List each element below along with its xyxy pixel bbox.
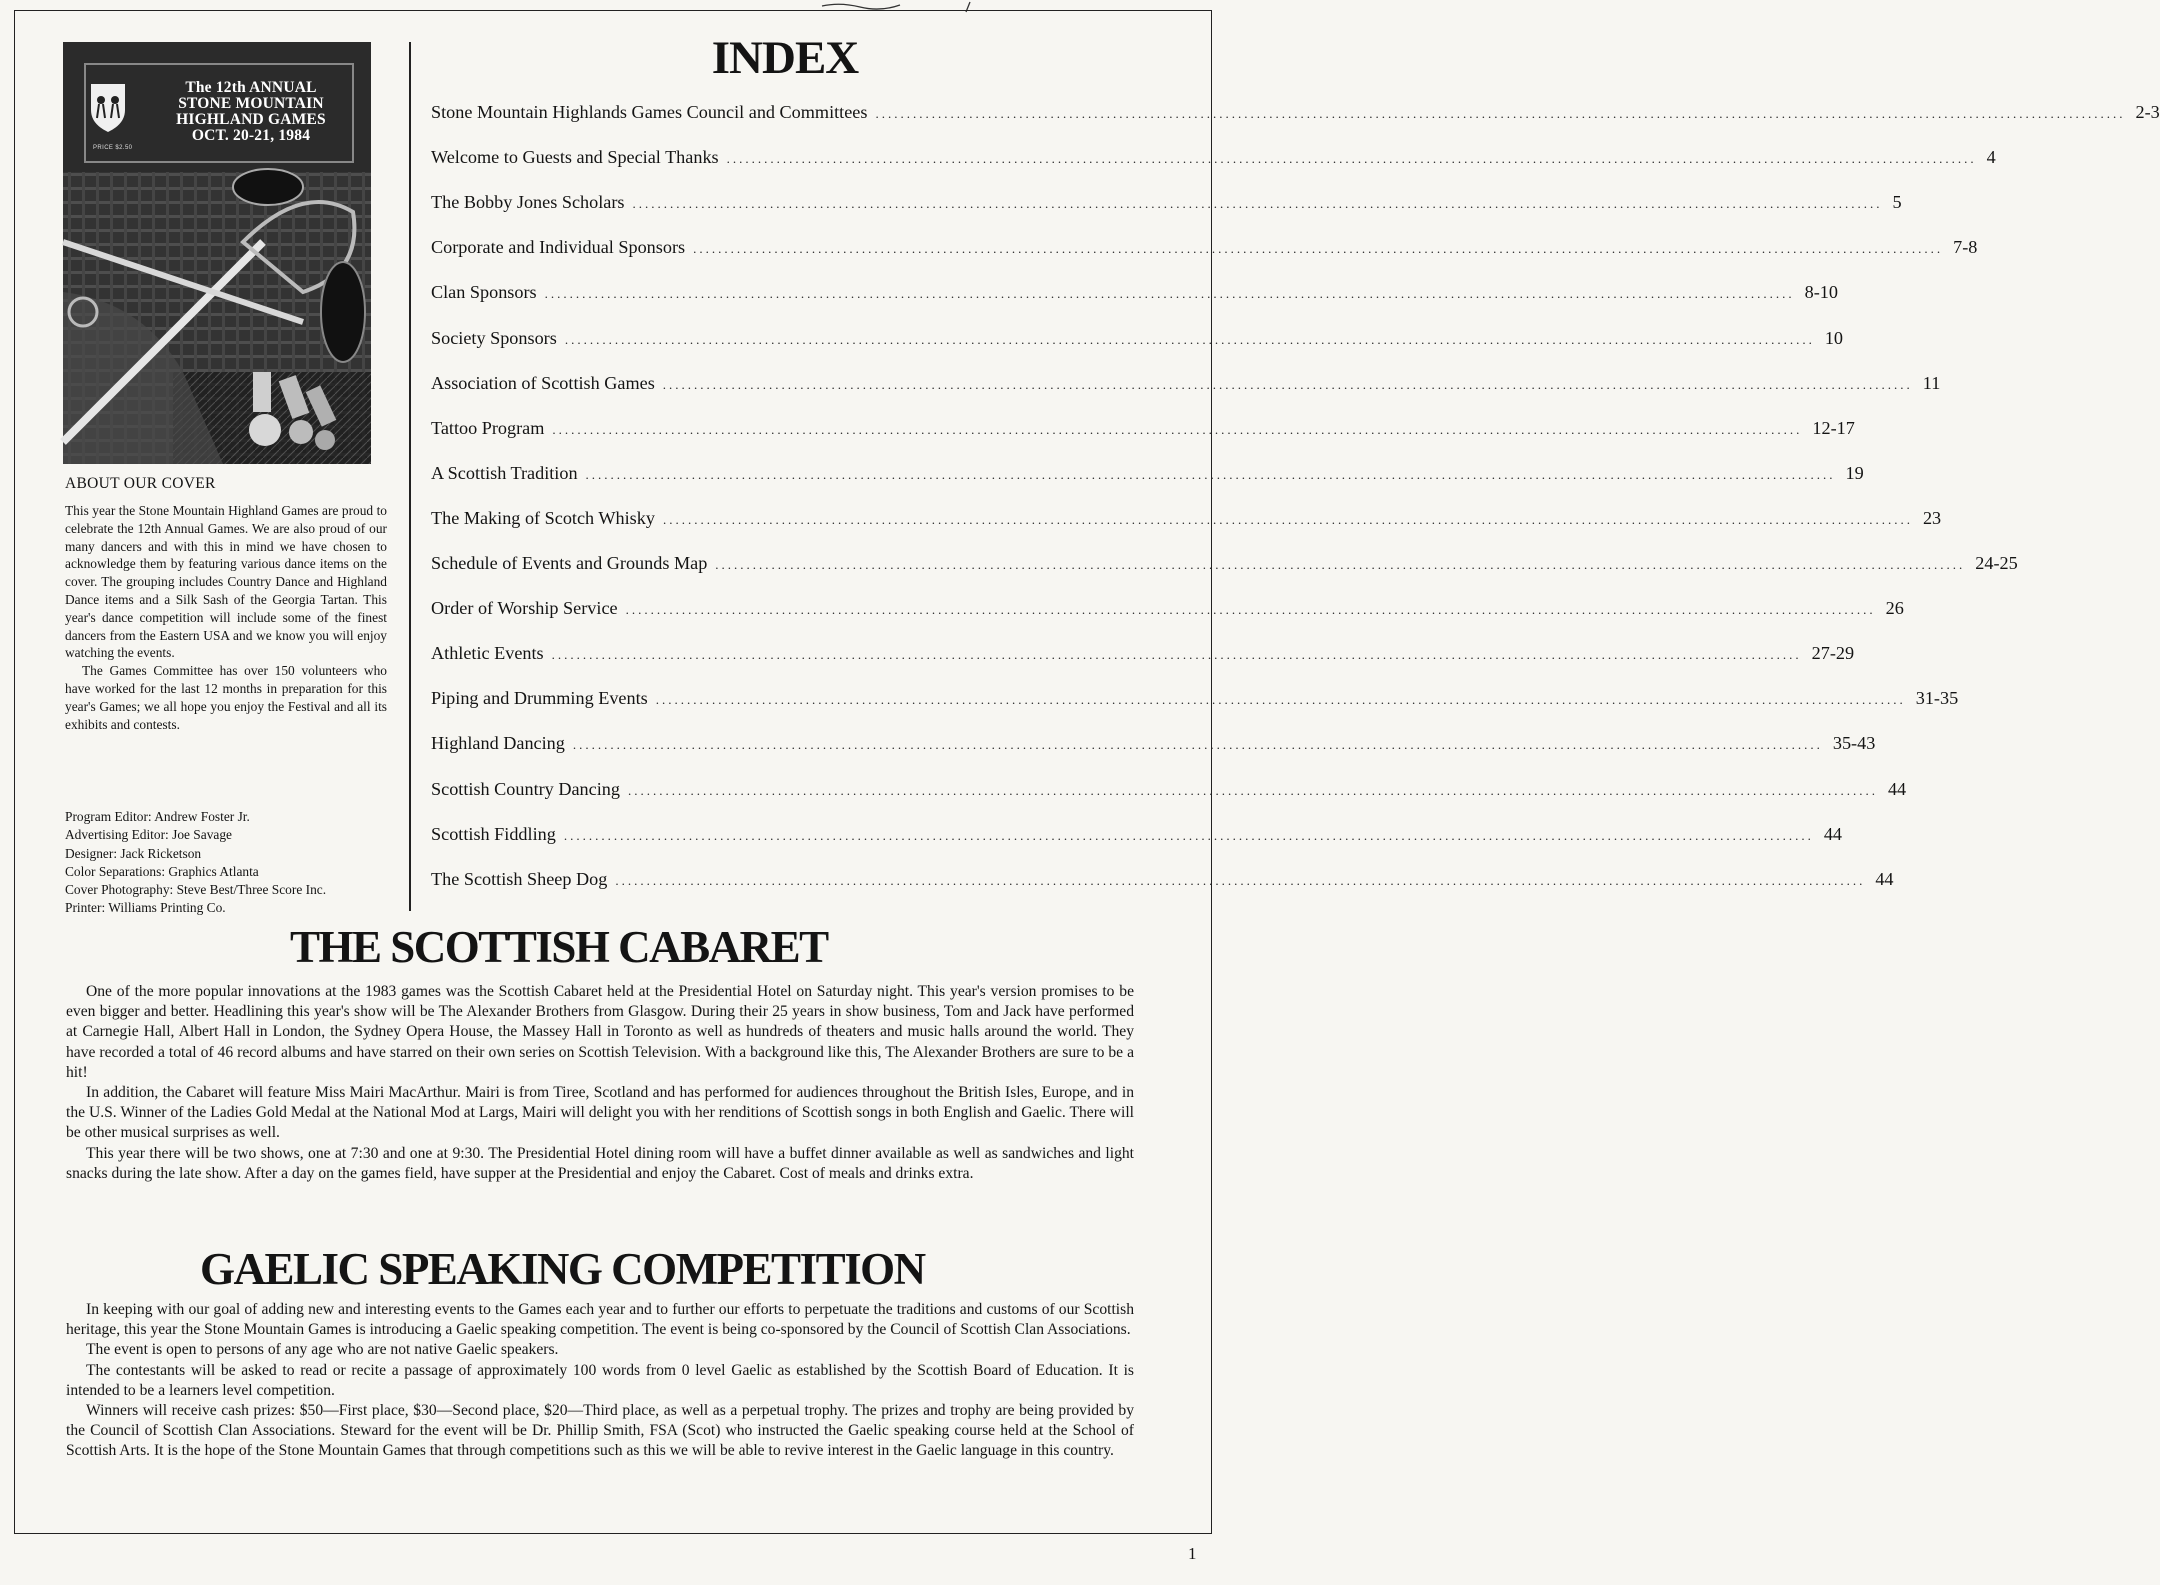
index-title: INDEX: [711, 32, 859, 84]
cabaret-text: [66, 982, 1134, 1184]
index-entry-label: Highland Dancing: [431, 733, 565, 754]
index-leader-dots: ........................................................................................................................................................................................................: [632, 196, 1883, 212]
index-leader-dots: ........................................................................................................................................................................................................: [563, 827, 1814, 843]
page-number: 1: [1188, 1544, 1197, 1563]
index-entry-page: 7-8: [1953, 237, 1978, 258]
about-paragraph: This year the Stone Mountain Highland Games are proud to celebrate the 12th Annual Games. We are also proud of our many dancers and with this in mind we have chosen to acknowledge them by featuring various dance items on the cover. The grouping includes Country Dance and Highland Dance items and a Silk Sash of the Georgia Tartan. This year's dance competition will include some of the finest dancers from the Eastern USA and we know you will enjoy watching the events.: [65, 503, 387, 661]
index-entry-page: 4: [1986, 147, 1996, 168]
cabaret-title: THE SCOTTISH CABARET: [290, 922, 828, 972]
index-entry: [431, 598, 1904, 624]
index-entry-label: The Bobby Jones Scholars: [431, 192, 625, 213]
cover-title-line: STONE MOUNTAIN: [178, 95, 324, 112]
index-leader-dots: ........................................................................................................................................................................................................: [715, 557, 1966, 572]
index-entry-page: 24-25: [1975, 553, 2018, 573]
gaelic-paragraph: The contestants will be asked to read or recite a passage of approximately 100 words from 0 level Gaelic as established by the Scottish Board of Education. It is intended to be a learners level competition.: [66, 1361, 1134, 1399]
index-leader-dots: ........................................................................................................................................................................................................: [693, 241, 1944, 257]
index-leader-dots: ........................................................................................................................................................................................................: [585, 466, 1836, 482]
index-entry: [431, 237, 1978, 263]
index-entry: [431, 192, 1902, 218]
about-text: [65, 502, 387, 733]
credit-line: Program Editor: Andrew Foster Jr.: [65, 809, 250, 824]
index-entry-label: Piping and Drumming Events: [431, 688, 648, 709]
index-leader-dots: ........................................................................................................................................................................................................: [627, 782, 1878, 798]
credit-line: Designer: Jack Ricketson: [65, 845, 202, 861]
cover-price: PRICE $2.50: [93, 145, 133, 151]
index-entry-label: The Scottish Sheep Dog: [431, 868, 608, 889]
index-leader-dots: ........................................................................................................................................................................................................: [615, 872, 1866, 888]
index-leader-dots: ........................................................................................................................................................................................................: [662, 376, 1913, 392]
index-entry-label: Society Sponsors: [431, 327, 557, 348]
index-entry: [431, 462, 1864, 489]
index-entry: [431, 372, 1941, 399]
cabaret-paragraph: In addition, the Cabaret will feature Miss Mairi MacArthur. Mairi is from Tiree, Scotland and has performed for audiences throughout the British Isles, Europe, and in the U.S. Winner of the Ladies Gold Medal at the National Mod at Largs, Mairi will delight you with her renditions of Scottish songs in both English and Gaelic. There will be other musical surprises as well.: [66, 1084, 1134, 1142]
gaelic-title: GAELIC SPEAKING COMPETITION: [200, 1244, 925, 1294]
cover-title-line: The 12th ANNUAL: [185, 79, 317, 96]
cover-title-line: OCT. 20-21, 1984: [191, 127, 311, 144]
index-entry: [431, 147, 1996, 173]
index-entry-page: 19: [1845, 462, 1864, 483]
index-entry-label: Stone Mountain Highlands Games Council and Committees: [431, 102, 868, 122]
cabaret-paragraph: This year there will be two shows, one at 7:30 and one at 9:30. The Presidential Hotel dining room will have a buffet dinner available as well as sandwiches and light snacks during the late show. After a day on the games field, have supper at the Presidential and enjoy the Cabaret. Cost of meals and drinks extra.: [66, 1144, 1134, 1182]
index-entry-page: 23: [1922, 507, 1942, 528]
index-leader-dots: ........................................................................................................................................................................................................: [875, 106, 2126, 121]
index-entry-label: A Scottish Tradition: [431, 462, 578, 483]
index-entry-page: 2-3: [2135, 102, 2160, 122]
index-entry: [431, 823, 1842, 850]
index-leader-dots: ........................................................................................................................................................................................................: [551, 647, 1802, 663]
credit-line: Advertising Editor: Joe Savage: [65, 827, 232, 843]
index-entry-page: 8-10: [1804, 282, 1838, 303]
credit-line: Color Separations: Graphics Atlanta: [65, 863, 259, 879]
index-entry-label: Welcome to Guests and Special Thanks: [431, 147, 719, 168]
index-entry-label: Scottish Fiddling: [431, 823, 556, 844]
index-entry: [431, 688, 1959, 714]
index-leader-dots: ........................................................................................................................................................................................................: [655, 692, 1906, 708]
index-entry: [431, 102, 2160, 128]
index-entry: [431, 868, 1894, 895]
index-entry-page: 31-35: [1915, 688, 1959, 709]
index-entry-label: Schedule of Events and Grounds Map: [431, 553, 708, 573]
gaelic-paragraph: Winners will receive cash prizes: $50—First place, $30—Second place, $20—Third place, as well as a perpetual trophy. The prizes and trophy are being provided by the Council of Scottish Clan Associations. Steward for the event will be Dr. Phillip Smith, FSA (Scot) who instructed the Gaelic speaking course held at the School of Scottish Arts. It is the hope of the Stone Mountain Games that through competitions such as this we will be able to revive interest in the Gaelic language in this country.: [66, 1402, 1134, 1460]
index-entry-page: 44: [1875, 868, 1894, 889]
index-leader-dots: ........................................................................................................................................................................................................: [662, 511, 1913, 527]
index-entry-page: 35-43: [1832, 733, 1876, 754]
index-entry: [431, 643, 1855, 669]
index-entry: [431, 417, 1855, 444]
index-entry-page: 10: [1824, 327, 1843, 348]
index-entry: [431, 282, 1838, 308]
gaelic-paragraph: In keeping with our goal of adding new and interesting events to the Games each year and to further our efforts to perpetuate the traditions and customs of our Scottish heritage, this year the Stone Mountain Games is introducing a Gaelic speaking competition. The event is being co-sponsored by the Council of Scottish Clan Associations.: [66, 1301, 1134, 1339]
index-entry-page: 11: [1922, 372, 1941, 393]
index-entry: [431, 327, 1843, 354]
cover-image: [63, 42, 371, 464]
index-leader-dots: ........................................................................................................................................................................................................: [564, 331, 1815, 347]
index-entry-page: 5: [1892, 192, 1902, 213]
index-entry-page: 12-17: [1812, 417, 1855, 438]
index-entry-label: Corporate and Individual Sponsors: [431, 237, 686, 258]
index-entry-label: Clan Sponsors: [431, 282, 537, 303]
index-entry-page: 44: [1823, 823, 1842, 844]
credit-line: Cover Photography: Steve Best/Three Score Inc.: [65, 882, 327, 898]
index-leader-dots: ........................................................................................................................................................................................................: [552, 421, 1803, 437]
about-paragraph: The Games Committee has over 150 volunteers who have worked for the last 12 months in preparation for this year's Games; we all hope you enjoy the Festival and all its exhibits and contests.: [65, 663, 387, 732]
index-entry-label: Scottish Country Dancing: [431, 778, 620, 799]
index-entry-label: Athletic Events: [431, 643, 544, 664]
index-leader-dots: ........................................................................................................................................................................................................: [726, 151, 1977, 167]
cover-title: [151, 80, 351, 144]
index-entry-page: 26: [1885, 598, 1904, 619]
index-entry-page: 27-29: [1811, 643, 1855, 664]
credit-line: Printer: Williams Printing Co.: [65, 900, 226, 916]
cabaret-paragraph: One of the more popular innovations at the 1983 games was the Scottish Cabaret held at the Presidential Hotel on Saturday night. This year's version promises to be even bigger and better. Headlining this year's show will be The Alexander Brothers from Glasgow. During their 25 years in show business, Tom and Jack have performed at Carnegie Hall, Albert Hall in London, the Sydney Opera House, the Massey Hall in Toronto as well as hundreds of theaters and music halls around the world. They have recorded a total of 46 record albums and have starred on their own series on Scottish Television. With a background like this, The Alexander Brothers are sure to be a hit!: [66, 983, 1134, 1081]
index-entry-page: 44: [1887, 778, 1907, 799]
index-entry: [431, 507, 1942, 534]
index-entry-label: Tattoo Program: [431, 417, 545, 438]
cover-title-line: HIGHLAND GAMES: [176, 111, 326, 128]
index-leader-dots: ........................................................................................................................................................................................................: [625, 602, 1876, 618]
column-divider: [409, 42, 411, 911]
index-entry-label: Order of Worship Service: [431, 598, 618, 619]
credits-list: [65, 808, 405, 918]
index-entry: [431, 733, 1876, 759]
index-leader-dots: ........................................................................................................................................................................................................: [572, 737, 1823, 753]
index-entry: [431, 778, 1907, 805]
gaelic-paragraph: The event is open to persons of any age who are not native Gaelic speakers.: [86, 1341, 559, 1359]
index-entry-label: Association of Scottish Games: [431, 372, 655, 393]
index-entry-label: The Making of Scotch Whisky: [431, 507, 655, 528]
about-heading: ABOUT OUR COVER: [65, 475, 216, 492]
index-entry: [431, 553, 2018, 579]
index-leader-dots: ........................................................................................................................................................................................................: [544, 286, 1795, 302]
gaelic-text: [66, 1300, 1134, 1462]
